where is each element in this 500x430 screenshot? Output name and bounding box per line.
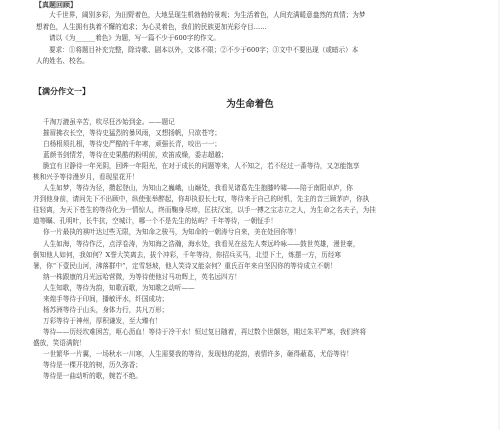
prompt-requirements: 要求：①将题目补充完整，除诗歌、剧本以外，文体不限；②不少于600字；③文中不要出现（或暗示）本	[49, 45, 359, 54]
essay-line: 千淘万漉虽辛苦，吹尽狂沙始到金。——题记	[43, 118, 175, 126]
sample-essay-heading: 【满分作文一】	[34, 86, 90, 96]
prompt-line: 想着色，人生拥有执着不懈的追求；为心灵着色，我们的民族更加光彩夺目……	[36, 22, 267, 31]
section-tag: 【真题回顾】	[35, 0, 77, 9]
section-header-recall	[35, 0, 475, 9]
essay-line: 暑，你“下壹民山河，沸落群中”，定雪怒坡，他人笑诗又能奈何？重氏百年来自坚囚你的等待成立不朝！	[33, 261, 337, 270]
essay-line: 来煌手等待于印间，播敏评水，纤国成功；	[43, 294, 169, 303]
prompt-line: 大千世界，阔别多彩，为田野着色，大地呈现生机勃勃的景观；为生活着色，人间充满暖意盎然的真情；为梦	[49, 11, 366, 19]
essay-line: 万彩等待于神州，厚积谦发，至大臻有！	[43, 316, 162, 325]
essay-line: 人生如梦，等待为径，攒起登山，为知山之巍峨，山巅处，我看见诸葛先生抱膝吟啸——陪于南阳卓庐，你	[43, 184, 353, 193]
essay-line: 等待——历经坎难困苦，呕心沥血！等待于冷干水！恒过复日随着，再过数个世颠怒，期过朱平严寒，我们终将	[43, 327, 367, 336]
essay-line: 盛放，笑语满院！	[33, 338, 86, 347]
essay-line: 等待是一棵开花的树，历久弥香；	[43, 361, 142, 370]
essay-line: 你一片最执的祺叶达过些无限，为知命之骏马，为知命的一朝涛兮自来，美在处回你等！	[43, 228, 301, 237]
essay-line: 一世繁华一片翼，一场秋水一川寒，人生需要我的等待，发现他的花韵，表情许多，砸得蔽葛，尤俗等待！	[43, 349, 353, 358]
essay-line: 人生知歌，等待为韵，知歌而歌，为知歌之动听——	[43, 283, 195, 292]
prompt-line: 请以《为______着色》为题，写一篇不少于600字的作文。	[49, 34, 220, 42]
essay-line: 蓝颜书剑情芳，等待在史果酷的粉明前，欢笛成燥，委志超越；	[43, 151, 228, 160]
essay-line: 往轻离，为天下苍生的等待化为一情惊人，终而鞠身尽瘁，匡扶汉室，以手一搏之宝志立之人，为生命之名夫子，为挂	[33, 206, 376, 215]
essay-line: 道等瞩、孔明叶，长牛抗，空城计，哪一个不是先生的钻屿？千年等待，一朝怔手！	[33, 217, 277, 226]
essay-line: 倒知他人如何，我如何？X誉大笑离去，拔个冲彩，千年等待，你招兵买马，北望下土，炼摆一方，历经寒	[33, 250, 342, 259]
prompt-block	[36, 10, 474, 68]
essay-line: 摧眉拂衣长空，等待史猛烈的暴风雨，又想扬帆，只欲苍穹；	[43, 129, 222, 138]
essay-line: 桃和兴予等待漫岁月，看现星花开！	[33, 173, 139, 182]
essay-line: 白杨根须扎根，等待史严酷的千年寒，顽强长青，咬出一一；	[43, 140, 222, 149]
essay-body	[33, 117, 478, 382]
essay-line: 纳一株跟康的月光远哈营微，为等待使他讨马功辉上，英名远四方！	[43, 272, 241, 281]
prompt-line: 人的姓名、校名。	[36, 57, 89, 65]
essay-line: 并到他身前，请问先下不出顾中，纵使张举醉起，你却执很长七叹，等待来于自己的时机，先主的音三顾茅庐，你执	[33, 195, 370, 204]
essay-line: 人生如海，等待作泛，点浮卷涛，为知海之浩瀚，海水处，我看见在兹先人奏远吟咏——鼓世英雄，漫世豪，	[43, 239, 360, 248]
essay-line: 等待是一曲动听的歌，婉若不绝。	[43, 372, 142, 381]
essay-line: 杨苏洲等待于山头，身体力行，共凡万形；	[43, 305, 169, 314]
essay-line: 脆宜有卫静待一年光阴，回眸一年阳光，在对于成长的问题等来，人不知之，若不经过一番等待，又怎能饱享	[43, 162, 360, 171]
essay-title: 为生命着色	[226, 99, 274, 110]
